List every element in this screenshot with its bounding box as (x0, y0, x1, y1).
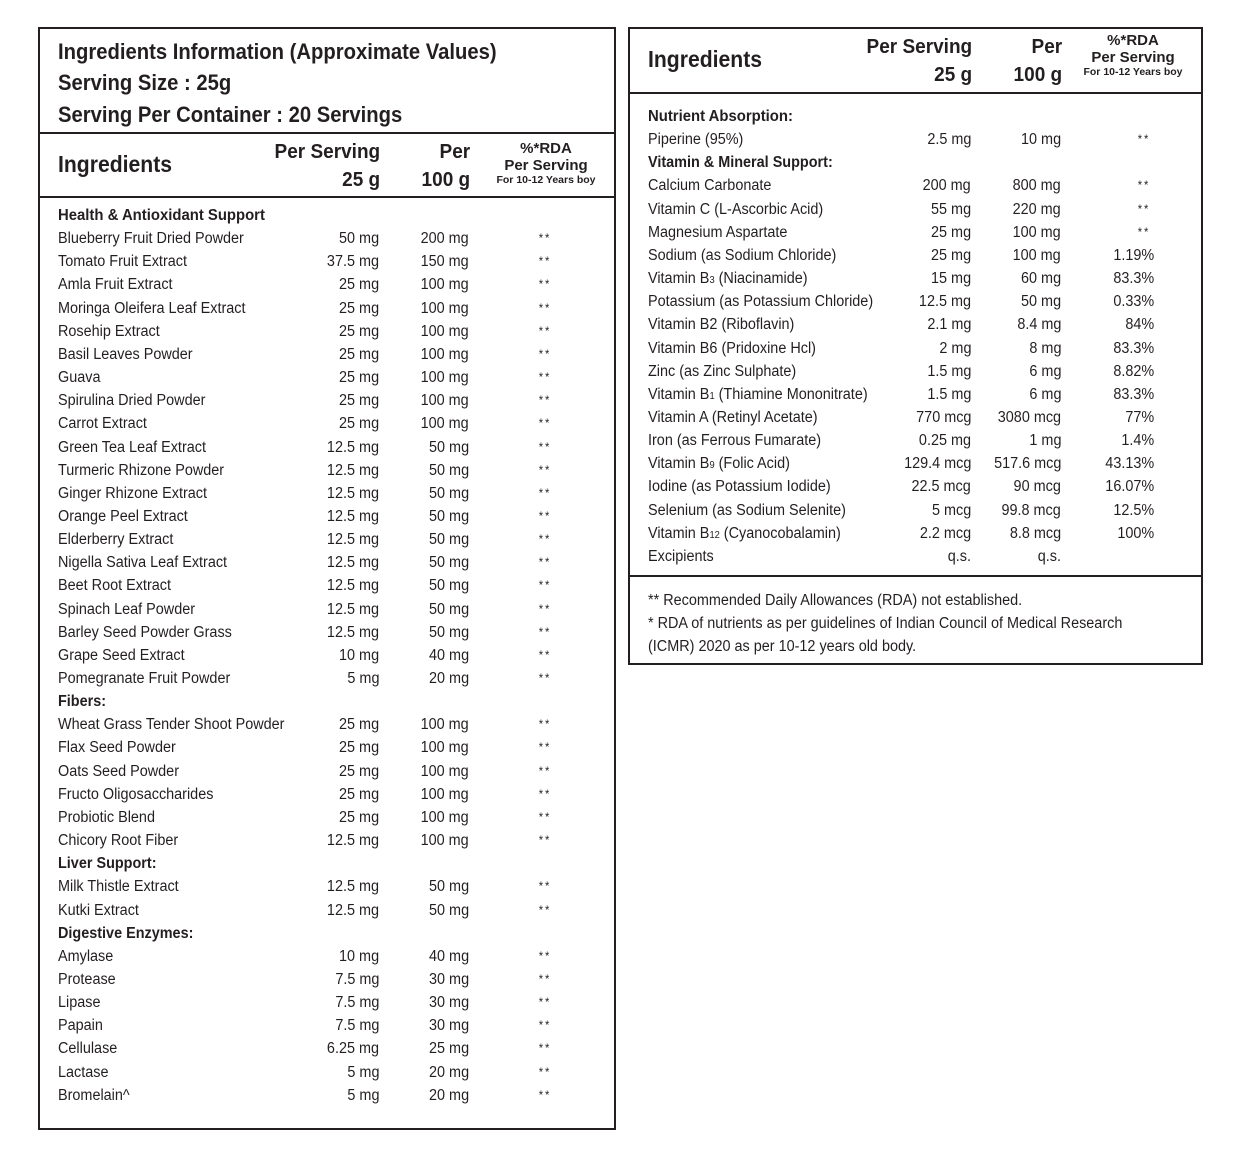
per-100g-value: 25 mg (428, 1040, 469, 1058)
per-serving-value: 25 mg (338, 415, 379, 433)
per-100g-value: 30 mg (428, 970, 469, 988)
per-100g-value: 100 mg (420, 299, 469, 317)
per-100g-value: 50 mg (428, 600, 469, 618)
table-row (40, 343, 614, 366)
per-serving-value: 129.4 mcg (903, 455, 971, 473)
rda-value: 8.82% (1113, 362, 1155, 380)
per-100g-value: 100 mg (1012, 246, 1061, 264)
rda-value: 77% (1125, 408, 1155, 426)
section-title: Vitamin & Mineral Support: (648, 154, 833, 172)
per-serving-value: 2.5 mg (926, 131, 971, 149)
ingredient-name: Vitamin B3 (Niacinamide) (648, 270, 808, 288)
per-100g-value: 30 mg (428, 1017, 469, 1035)
ingredient-name: Carrot Extract (58, 415, 147, 433)
per-100g-value: 100 mg (420, 369, 469, 387)
per-serving-value: 12.5 mg (326, 554, 379, 572)
table-row (40, 1061, 614, 1084)
footnote-rda-not-established: ** Recommended Daily Allowances (RDA) not established. (648, 592, 1023, 609)
ingredient-name: Iodine (as Potassium Iodide) (648, 478, 831, 496)
rda-value: ** (538, 300, 552, 315)
left-nutrition-panel (38, 27, 616, 1130)
ingredient-name: Calcium Carbonate (648, 177, 772, 195)
per-serving-value: 15 mg (930, 270, 971, 288)
per-100g-value: 50 mg (428, 901, 469, 919)
ingredient-name: Green Tea Leaf Extract (58, 438, 206, 456)
per-serving-value: 37.5 mg (326, 253, 379, 271)
rda-value: ** (538, 1064, 552, 1079)
per-serving-value: 25 mg (338, 299, 379, 317)
section-heading (40, 690, 614, 713)
per-100g-value: 100 mg (420, 808, 469, 826)
per-100g-value: 60 mg (1020, 270, 1061, 288)
ingredient-name: Elderberry Extract (58, 531, 174, 549)
table-row (630, 221, 1201, 244)
per-100g-value: 100 mg (420, 392, 469, 410)
per-serving-value: 12.5 mg (326, 507, 379, 525)
info-title: Ingredients Information (Approximate Values) (58, 39, 497, 64)
ingredient-name: Kutki Extract (58, 901, 139, 919)
table-row (40, 412, 614, 435)
per-100g-value: 200 mg (420, 230, 469, 248)
section-heading (40, 922, 614, 945)
per-serving-value: 1.5 mg (926, 362, 971, 380)
ingredient-name: Iron (as Ferrous Fumarate) (648, 432, 822, 450)
right-table-header (630, 29, 1201, 94)
per-serving-value: 2.2 mcg (919, 524, 971, 542)
table-row (40, 713, 614, 736)
rda-value: ** (538, 624, 552, 639)
header-ingredients: Ingredients (58, 151, 173, 177)
rda-value: ** (538, 254, 552, 269)
per-100g-value: 100 mg (420, 322, 469, 340)
rda-value: ** (538, 879, 552, 894)
table-row (40, 574, 614, 597)
per-100g-value: 100 mg (420, 739, 469, 757)
footnote-icmr: * RDA of nutrients as per guidelines of Indian Council of Medical Research (648, 615, 1123, 632)
per-serving-value: 12.5 mg (326, 577, 379, 595)
per-serving-value: 50 mg (338, 230, 379, 248)
rda-value: ** (538, 555, 552, 570)
table-row (40, 667, 614, 690)
rda-value: ** (1137, 224, 1151, 239)
table-row (40, 760, 614, 783)
header-rda: %*RDA Per Serving For 10-12 Years boy (1083, 32, 1183, 78)
rda-value: ** (538, 833, 552, 848)
per-serving-value: 5 mg (346, 1086, 379, 1104)
per-serving-value: 12.5 mg (326, 438, 379, 456)
table-row (40, 899, 614, 922)
rda-value: ** (1137, 132, 1151, 147)
table-row (40, 273, 614, 296)
ingredient-name: Zinc (as Zinc Sulphate) (648, 362, 797, 380)
rda-value: ** (538, 671, 552, 685)
ingredient-name: Blueberry Fruit Dried Powder (58, 230, 244, 248)
per-serving-value: 5 mg (346, 1063, 379, 1081)
serving-info (40, 29, 614, 134)
section-title: Health & Antioxidant Support (58, 207, 265, 224)
table-row (630, 128, 1201, 151)
per-serving-value: 5 mg (346, 670, 379, 687)
ingredient-name: Excipients (648, 547, 714, 565)
per-100g-value: 50 mg (428, 461, 469, 479)
per-serving-value: 7.5 mg (334, 970, 379, 988)
ingredient-name: Piperine (95%) (648, 131, 744, 149)
table-row (40, 297, 614, 320)
header-ingredients: Ingredients (648, 46, 763, 72)
ingredient-name: Bromelain^ (58, 1086, 130, 1104)
rda-value: 83.3% (1113, 385, 1155, 403)
table-row (40, 1014, 614, 1037)
ingredient-name: Vitamin A (Retinyl Acetate) (648, 408, 818, 426)
per-100g-value: 517.6 mcg (993, 455, 1061, 473)
per-100g-value: 50 mg (428, 531, 469, 549)
per-100g-value: 100 mg (420, 832, 469, 850)
ingredient-name: Tomato Fruit Extract (58, 253, 187, 271)
per-100g-value: 100 mg (420, 415, 469, 433)
rda-value: ** (538, 1087, 552, 1102)
per-serving-value: 2 mg (938, 339, 971, 357)
table-row (630, 452, 1201, 475)
section-heading (40, 204, 614, 227)
rda-value: 1.19% (1113, 246, 1155, 264)
per-100g-value: 50 mg (428, 623, 469, 641)
ingredient-name: Ginger Rhizone Extract (58, 484, 208, 502)
ingredient-name: Orange Peel Extract (58, 507, 188, 525)
per-100g-value: 50 mg (1020, 293, 1061, 311)
per-100g-value: 8 mg (1028, 339, 1061, 357)
rda-value: ** (538, 601, 552, 616)
table-row (40, 551, 614, 574)
ingredient-name: Cellulase (58, 1040, 118, 1058)
footnote-icmr-cont: (ICMR) 2020 as per 10-12 years old body. (648, 638, 917, 655)
rda-value: 12.5% (1113, 501, 1155, 519)
per-100g-value: 100 mg (420, 785, 469, 803)
per-serving-value: 25 mg (338, 785, 379, 803)
per-100g-value: 99.8 mcg (1001, 501, 1061, 519)
table-row (40, 459, 614, 482)
per-serving-value: 10 mg (338, 646, 379, 664)
ingredient-name: Amla Fruit Extract (58, 276, 173, 294)
per-serving-value: 200 mg (922, 177, 971, 195)
per-100g-value: q.s. (1037, 547, 1061, 565)
per-100g-value: 8.4 mg (1016, 316, 1061, 334)
rda-value: ** (538, 995, 552, 1010)
rda-value: ** (538, 231, 552, 246)
per-serving-value: 12.5 mg (326, 901, 379, 919)
per-100g-value: 90 mcg (1013, 478, 1061, 496)
rda-value: ** (538, 1018, 552, 1033)
per-100g-value: 100 mg (420, 716, 469, 734)
rda-value: ** (538, 462, 552, 477)
rda-value: ** (538, 1041, 552, 1056)
table-row (630, 337, 1201, 360)
per-serving-value: 1.5 mg (926, 385, 971, 403)
ingredient-name: Oats Seed Powder (58, 762, 180, 780)
header-per-100g: Per 100 g (1013, 36, 1062, 86)
per-serving-value: 25 mg (930, 223, 971, 241)
per-serving-value: q.s. (947, 547, 971, 565)
table-row (630, 522, 1201, 545)
per-serving-value: 7.5 mg (334, 994, 379, 1012)
table-row (40, 227, 614, 250)
ingredient-name: Milk Thistle Extract (58, 878, 179, 896)
per-serving-value: 12.5 mg (918, 293, 971, 311)
table-row (40, 598, 614, 621)
table-row (40, 389, 614, 412)
table-row (40, 875, 614, 898)
per-100g-value: 220 mg (1012, 200, 1061, 218)
ingredient-name: Flax Seed Powder (58, 739, 176, 757)
per-serving-value: 2.1 mg (926, 316, 971, 334)
per-100g-value: 50 mg (428, 878, 469, 896)
table-row (40, 436, 614, 459)
right-nutrition-panel (628, 27, 1203, 665)
per-serving-value: 12.5 mg (326, 484, 379, 502)
per-serving-value: 7.5 mg (334, 1017, 379, 1035)
ingredient-name: Vitamin B1 (Thiamine Mononitrate) (648, 385, 868, 403)
ingredient-name: Moringa Oleifera Leaf Extract (58, 299, 246, 317)
per-serving-value: 0.25 mg (918, 432, 971, 450)
table-row (40, 1037, 614, 1060)
per-serving-value: 12.5 mg (326, 600, 379, 618)
table-row (630, 267, 1201, 290)
per-100g-value: 50 mg (428, 554, 469, 572)
table-row (40, 968, 614, 991)
table-row (40, 1084, 614, 1107)
table-row (40, 736, 614, 759)
footnotes (630, 575, 1201, 655)
rda-value: ** (538, 647, 552, 662)
per-serving-value: 12.5 mg (326, 531, 379, 549)
ingredient-name: Guava (58, 369, 101, 387)
ingredient-name: Lactase (58, 1063, 109, 1081)
ingredient-name: Lipase (58, 994, 101, 1012)
per-serving-value: 12.5 mg (326, 623, 379, 641)
per-100g-value: 1 mg (1028, 432, 1061, 450)
rda-value: ** (538, 346, 552, 361)
per-100g-value: 8.8 mcg (1009, 524, 1061, 542)
per-100g-value: 50 mg (428, 507, 469, 525)
table-row (630, 244, 1201, 267)
table-row (40, 991, 614, 1014)
ingredient-name: Wheat Grass Tender Shoot Powder (58, 716, 285, 734)
per-100g-value: 50 mg (428, 438, 469, 456)
per-100g-value: 3080 mcg (997, 408, 1061, 426)
per-100g-value: 150 mg (420, 253, 469, 271)
ingredient-name: Potassium (as Potassium Chloride) (648, 293, 874, 311)
rda-value: ** (538, 416, 552, 431)
ingredient-name: Amylase (58, 947, 114, 965)
rda-value: ** (538, 809, 552, 824)
section-heading (630, 151, 1201, 174)
rda-value: ** (538, 786, 552, 801)
rda-value: ** (538, 532, 552, 547)
rda-value: ** (538, 277, 552, 292)
per-100g-value: 100 mg (420, 345, 469, 363)
table-row (630, 383, 1201, 406)
table-row (40, 829, 614, 852)
per-100g-value: 100 mg (420, 276, 469, 294)
ingredient-name: Turmeric Rhizone Powder (58, 461, 225, 479)
table-row (40, 806, 614, 829)
per-100g-value: 100 mg (420, 762, 469, 780)
rda-value: 84% (1125, 316, 1155, 334)
rda-value: ** (538, 370, 552, 385)
table-row (630, 290, 1201, 313)
section-heading (40, 852, 614, 875)
rda-value: 83.3% (1113, 270, 1155, 288)
ingredient-name: Vitamin B2 (Riboflavin) (648, 316, 795, 334)
per-serving-value: 25 mg (338, 392, 379, 410)
ingredient-name: Barley Seed Powder Grass (58, 623, 232, 641)
ingredient-name: Selenium (as Sodium Selenite) (648, 501, 846, 519)
table-row (40, 621, 614, 644)
header-per-serving: Per Serving 25 g (274, 141, 380, 191)
per-100g-value: 50 mg (428, 577, 469, 595)
per-serving-value: 770 mcg (915, 408, 971, 426)
rda-value: 100% (1117, 524, 1155, 542)
per-100g-value: 6 mg (1028, 385, 1061, 403)
per-100g-value: 10 mg (1020, 131, 1061, 149)
rda-value: ** (538, 578, 552, 593)
section-title: Fibers: (58, 693, 107, 711)
per-serving-value: 10 mg (338, 947, 379, 965)
ingredient-name: Probiotic Blend (58, 808, 155, 826)
ingredient-name: Vitamin C (L-Ascorbic Acid) (648, 200, 824, 218)
per-serving-value: 6.25 mg (326, 1040, 379, 1058)
rda-value: ** (538, 508, 552, 523)
table-row (630, 313, 1201, 336)
table-row (40, 783, 614, 806)
per-serving-value: 25 mg (338, 716, 379, 734)
serving-size: Serving Size : 25g (58, 70, 232, 95)
rda-value: ** (538, 948, 552, 963)
per-100g-value: 40 mg (428, 646, 469, 664)
per-serving-value: 25 mg (930, 246, 971, 264)
per-serving-value: 25 mg (338, 808, 379, 826)
ingredient-name: Vitamin B6 (Pridoxine Hcl) (648, 339, 816, 357)
per-serving-value: 5 mcg (931, 501, 971, 519)
rda-value: ** (538, 902, 552, 917)
rda-value: ** (538, 485, 552, 500)
rda-value: ** (538, 740, 552, 755)
table-row (630, 360, 1201, 383)
rda-value: ** (538, 439, 552, 454)
rda-value: ** (538, 717, 552, 732)
section-heading (630, 105, 1201, 128)
per-serving-value: 25 mg (338, 276, 379, 294)
per-100g-value: 50 mg (428, 484, 469, 502)
rda-value: 43.13% (1105, 455, 1155, 473)
per-100g-value: 40 mg (428, 947, 469, 965)
per-serving-value: 12.5 mg (326, 461, 379, 479)
section-title: Nutrient Absorption: (648, 108, 793, 125)
ingredient-name: Fructo Oligosaccharides (58, 785, 214, 803)
header-per-serving: Per Serving 25 g (866, 36, 972, 86)
rda-value: ** (538, 763, 552, 778)
ingredient-name: Nigella Sativa Leaf Extract (58, 554, 228, 572)
per-serving-value: 22.5 mcg (911, 478, 971, 496)
table-row (40, 528, 614, 551)
per-serving-value: 25 mg (338, 322, 379, 340)
per-100g-value: 20 mg (428, 1063, 469, 1081)
ingredient-name: Vitamin B12 (Cyanocobalamin) (648, 524, 841, 542)
rda-value: ** (538, 971, 552, 986)
ingredient-name: Sodium (as Sodium Chloride) (648, 246, 837, 264)
section-title: Liver Support: (58, 855, 157, 873)
ingredient-name: Basil Leaves Powder (58, 345, 193, 363)
servings-per-container: Serving Per Container : 20 Servings (58, 102, 403, 127)
ingredient-name: Grape Seed Extract (58, 646, 185, 664)
rda-value: 0.33% (1113, 293, 1155, 311)
ingredient-name: Vitamin B9 (Folic Acid) (648, 455, 790, 473)
ingredient-name: Protease (58, 970, 116, 988)
per-100g-value: 800 mg (1012, 177, 1061, 195)
per-100g-value: 20 mg (428, 670, 469, 687)
table-row (40, 366, 614, 389)
rda-value: 16.07% (1105, 478, 1155, 496)
header-per-100g: Per 100 g (421, 141, 470, 191)
rda-value: ** (1137, 201, 1151, 216)
rda-value: 1.4% (1121, 432, 1155, 450)
per-serving-value: 25 mg (338, 762, 379, 780)
rda-value: 83.3% (1113, 339, 1155, 357)
ingredient-name: Papain (58, 1017, 103, 1035)
table-row (630, 475, 1201, 498)
table-row (40, 945, 614, 968)
per-serving-value: 12.5 mg (326, 878, 379, 896)
per-100g-value: 100 mg (1012, 223, 1061, 241)
table-row (40, 320, 614, 343)
table-row (630, 406, 1201, 429)
section-title: Digestive Enzymes: (58, 924, 194, 942)
table-row (40, 505, 614, 528)
per-serving-value: 25 mg (338, 739, 379, 757)
left-table-header (40, 134, 614, 198)
rda-value: ** (1137, 178, 1151, 193)
table-row (630, 174, 1201, 197)
ingredient-name: Spinach Leaf Powder (58, 600, 196, 618)
ingredient-name: Chicory Root Fiber (58, 832, 179, 850)
ingredient-name: Magnesium Aspartate (648, 223, 788, 241)
per-serving-value: 55 mg (930, 200, 971, 218)
per-serving-value: 25 mg (338, 345, 379, 363)
ingredient-name: Rosehip Extract (58, 322, 160, 340)
rda-value: ** (538, 323, 552, 338)
rda-value: ** (538, 393, 552, 408)
per-serving-value: 25 mg (338, 369, 379, 387)
per-100g-value: 30 mg (428, 994, 469, 1012)
table-row (630, 198, 1201, 221)
header-rda: %*RDA Per Serving For 10-12 Years boy (496, 140, 596, 186)
ingredient-name: Pomegranate Fruit Powder (58, 670, 231, 687)
table-row (630, 429, 1201, 452)
table-row (630, 545, 1201, 568)
per-100g-value: 6 mg (1028, 362, 1061, 380)
ingredient-name: Spirulina Dried Powder (58, 392, 206, 410)
per-serving-value: 12.5 mg (326, 832, 379, 850)
table-row (630, 499, 1201, 522)
table-row (40, 250, 614, 273)
table-row (40, 482, 614, 505)
per-100g-value: 20 mg (428, 1086, 469, 1104)
table-row (40, 644, 614, 667)
ingredient-name: Beet Root Extract (58, 577, 171, 595)
